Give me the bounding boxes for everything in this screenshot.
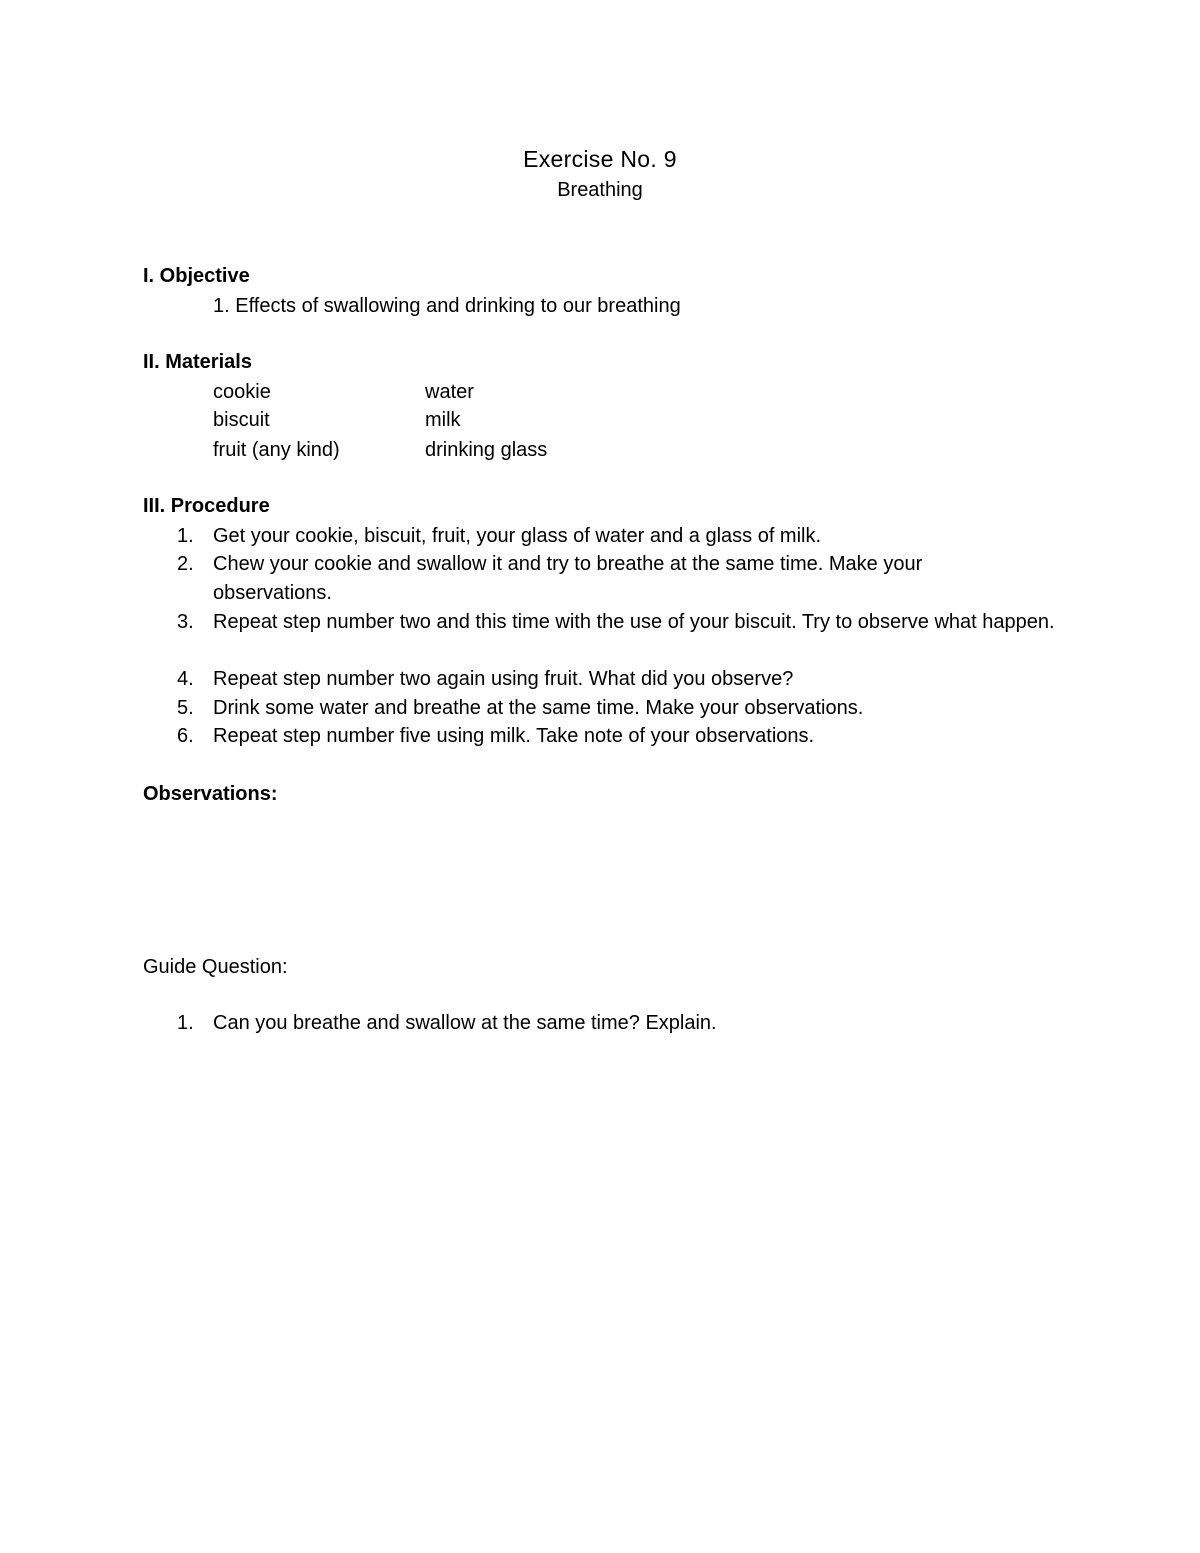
- procedure-step-number: 2.: [177, 553, 194, 575]
- guide-question-number: 1.: [177, 1012, 194, 1034]
- guide-question-heading: Guide Question:: [143, 956, 288, 978]
- objective-heading: I. Objective: [143, 265, 250, 287]
- procedure-step-text: Get your cookie, biscuit, fruit, your glass of water and a glass of milk.: [213, 525, 822, 547]
- material-item-fruit: fruit (any kind): [213, 439, 340, 461]
- materials-heading: II. Materials: [143, 351, 252, 373]
- material-item-water: water: [425, 381, 474, 403]
- material-item-biscuit: biscuit: [213, 409, 270, 431]
- procedure-step-text: Repeat step number five using milk. Take note of your observations.: [213, 725, 815, 747]
- procedure-step-number: 6.: [177, 725, 194, 747]
- procedure-step-number: 5.: [177, 697, 194, 719]
- procedure-step-number: 4.: [177, 668, 194, 690]
- material-item-milk: milk: [425, 409, 461, 431]
- procedure-step-text: Chew your cookie and swallow it and try to breathe at the same time. Make your observations.: [213, 553, 923, 604]
- observations-answer-area: [143, 812, 1043, 942]
- observations-heading: Observations:: [143, 783, 278, 805]
- procedure-step-text: Repeat step number two again using fruit. What did you observe?: [213, 668, 794, 690]
- procedure-step-text: Repeat step number two and this time with the use of your biscuit. Try to observe what happen.: [213, 611, 1055, 633]
- document-subtitle: Breathing: [557, 179, 643, 201]
- procedure-step-text: Drink some water and breathe at the same time. Make your observations.: [213, 697, 864, 719]
- material-item-cookie: cookie: [213, 381, 271, 403]
- procedure-step-number: 1.: [177, 525, 194, 547]
- document-title: Exercise No. 9: [523, 146, 677, 172]
- objective-item: 1. Effects of swallowing and drinking to our breathing: [213, 295, 681, 317]
- procedure-step-number: 3.: [177, 611, 194, 633]
- material-item-drinking-glass: drinking glass: [425, 439, 548, 461]
- procedure-heading: III. Procedure: [143, 495, 270, 517]
- guide-question-text: Can you breathe and swallow at the same time? Explain.: [213, 1012, 717, 1034]
